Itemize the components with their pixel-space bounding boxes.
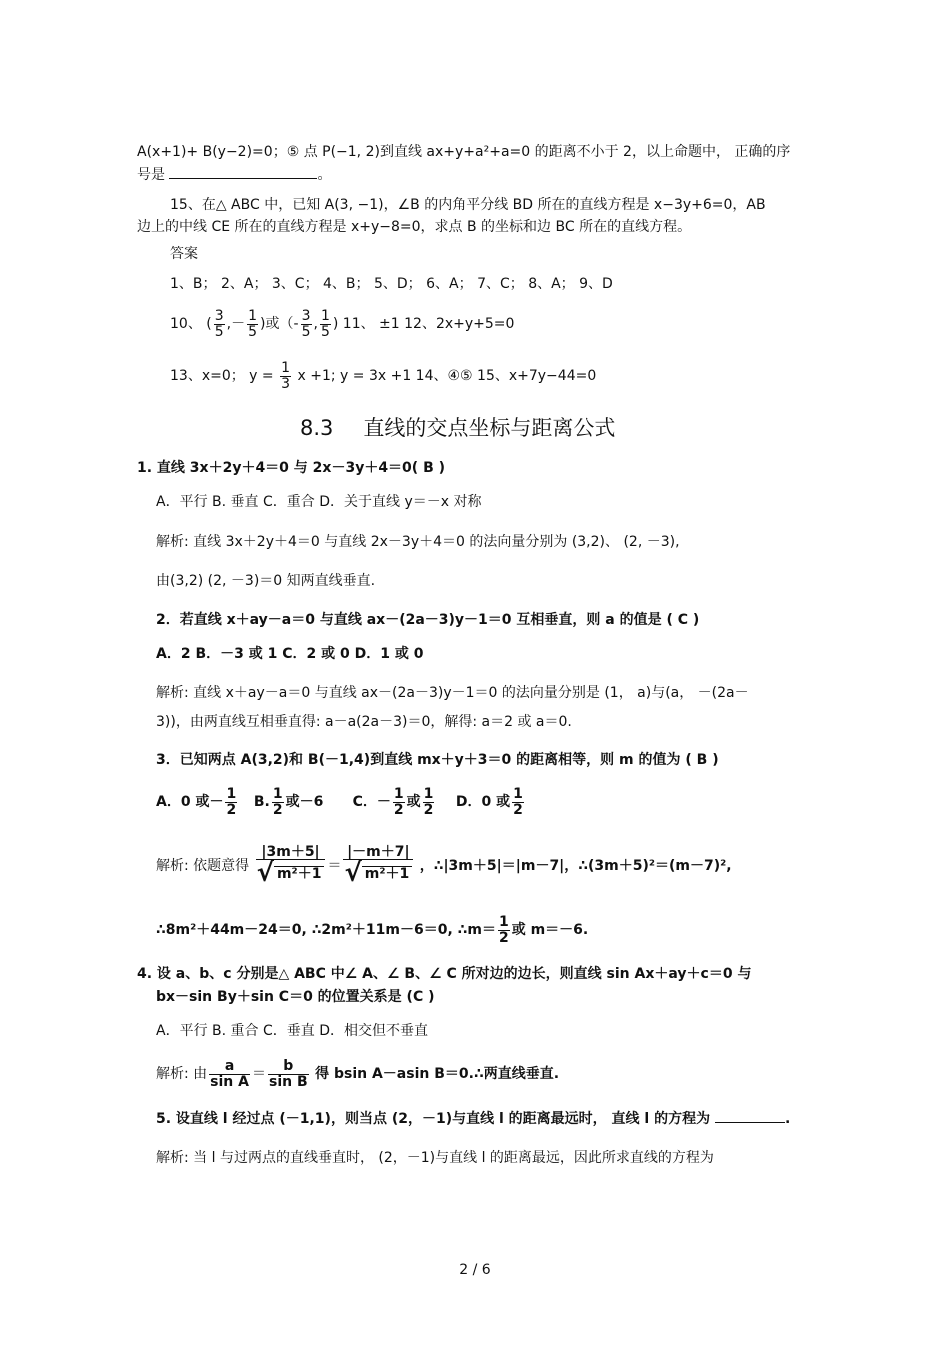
- text-fragment: 解析: 由: [156, 1066, 208, 1082]
- answer-blank: [715, 1108, 785, 1123]
- sqrt-radicand: m²＋1: [274, 866, 324, 882]
- option-b: B.: [253, 794, 270, 810]
- question-2-solution: 解析: 直线 x＋ay－a＝0 与直线 ax－(2a－3)y－1＝0 的法向量分别是 (1， a)与(a， －(2a－: [156, 685, 749, 701]
- numerator: 1: [281, 359, 291, 376]
- fraction: [225, 787, 237, 817]
- denominator: sin A: [210, 1073, 249, 1090]
- numerator: |－m＋7|: [343, 845, 413, 861]
- fraction: [301, 309, 312, 339]
- text-fragment: 或: [265, 316, 280, 332]
- fraction: [498, 915, 510, 945]
- question-4-stem: bx－sin By＋sin C＝0 的位置关系是 (C ): [156, 989, 435, 1005]
- text-fragment: ∴8m²＋44m－24＝0, ∴2m²＋11m－6＝0, ∴m＝: [156, 922, 496, 938]
- answer-blank: [169, 164, 317, 179]
- text-fragment: ，∴|3m＋5|＝|m－7|，∴(3m＋5)²＝(m－7)²,: [419, 858, 732, 874]
- question-5-stem: 5. 设直线 l 经过点 (－1,1)，则当点 (2，－1)与直线 l 的距离最远时， 直线 l 的方程为 .: [156, 1108, 790, 1129]
- question-3-solution: [156, 910, 588, 950]
- text-line: 15、在△ ABC 中，已知 A(3, −1)，∠B 的内角平分线 BD 所在的直线方程是 x−3y+6=0，AB: [170, 197, 766, 213]
- text-fragment: 5. 设直线 l 经过点 (－1,1)，则当点 (2，－1)与直线 l 的距离最远时， 直线 l 的方程为: [156, 1111, 711, 1127]
- fraction: [280, 361, 291, 391]
- fraction: [247, 309, 258, 339]
- denominator: 5: [248, 323, 258, 340]
- text-line: [137, 164, 331, 185]
- fraction: [423, 787, 435, 817]
- text-fragment: 或 m＝－6.: [511, 922, 589, 938]
- text-fragment: (: [206, 316, 212, 332]
- fraction: [272, 787, 284, 817]
- fraction: [209, 1059, 250, 1089]
- fraction: [343, 845, 413, 888]
- question-4-options: A．平行 B. 重合 C．垂直 D．相交但不垂直: [156, 1023, 428, 1039]
- answer-line-10: [170, 302, 514, 346]
- question-2-options: A．2 B．－3 或 1 C．2 或 0 D．1 或 0: [156, 646, 424, 662]
- text-line: A(x+1)+ B(y−2)=0；⑤ 点 P(−1, 2)到直线 ax+y+a²+a=0 的距离不小于 2，以上命题中， 正确的序: [137, 144, 791, 160]
- text-fragment: 。: [317, 167, 332, 183]
- text-fragment: 得 bsin A－asin B＝0.∴两直线垂直.: [315, 1066, 560, 1082]
- text-fragment: 或: [406, 794, 421, 810]
- text-fragment: 号是: [137, 167, 165, 183]
- numerator: 1: [248, 307, 258, 324]
- section-heading: 直线的交点坐标与距离公式: [363, 416, 616, 440]
- question-3-solution: 解析: 依题意得 $\frac{|3m+5|}{\text{√ m²＋1}}$ ＝ $\frac{|-m+7|}{\text{√ m²＋1}}$ ，∴|3m＋5|＝|m－7|，∴(3m＋5)²＝(m－7)²,: [156, 843, 732, 889]
- section-title: [300, 412, 645, 442]
- numerator: a: [209, 1059, 250, 1075]
- option-d: D．0 或: [455, 794, 511, 810]
- question-1-stem: 1. 直线 3x＋2y＋4＝0 与 2x－3y＋4＝0( B ): [137, 460, 446, 476]
- numerator: 1: [513, 785, 523, 802]
- denominator: 2: [226, 801, 237, 818]
- denominator: 2: [423, 801, 434, 818]
- question-2-solution: 3))，由两直线互相垂直得: a－a(2a－3)＝0，解得: a＝2 或 a＝0.: [156, 714, 572, 730]
- text-fragment: －: [231, 316, 246, 332]
- numerator: 1: [320, 307, 330, 324]
- section-number: 8.3: [300, 416, 334, 440]
- numerator: 1: [498, 913, 509, 930]
- question-3-stem: 3．已知两点 A(3,2)和 B(－1,4)到直线 mx＋y＋3＝0 的距离相等，则 m 的值为 ( B ): [156, 752, 719, 768]
- text-fragment: 13、x=0； y =: [170, 368, 274, 384]
- sqrt-radicand: m²＋1: [362, 866, 412, 882]
- question-5-solution: 解析: 当 l 与过两点的直线垂直时， (2，－1)与直线 l 的距离最远，因此所求直线的方程为: [156, 1150, 714, 1166]
- option-c: C．－: [352, 794, 391, 810]
- answer-line: 1、B； 2、A； 3、C； 4、B； 5、D； 6、A； 7、C； 8、A； 9、D: [170, 276, 613, 292]
- answer-heading: 答案: [170, 246, 198, 262]
- text-fragment: 解析: 依题意得: [156, 858, 250, 874]
- denominator: 2: [513, 801, 523, 818]
- numerator: 1: [393, 785, 404, 802]
- text-line: 边上的中线 CE 所在的直线方程是 x+y−8=0，求点 B 的坐标和边 BC 所在的直线方程。: [137, 219, 692, 235]
- text-fragment: x +1; y = 3x +1 14、④⑤ 15、x+7y−44=0: [297, 368, 597, 384]
- numerator: |3m＋5|: [256, 845, 326, 861]
- fraction: [320, 309, 331, 339]
- question-2-stem: 2．若直线 x＋ay－a＝0 与直线 ax－(2a－3)y－1＝0 互相垂直，则 a 的值是 ( C ): [156, 612, 700, 628]
- question-1-solution: 解析: 直线 3x＋2y＋4＝0 与直线 2x－3y＋4＝0 的法向量分别为 (3,2)、 (2, －3),: [156, 534, 680, 550]
- numerator: 1: [272, 785, 283, 802]
- denominator: 2: [393, 801, 404, 818]
- denominator: 3: [281, 375, 291, 392]
- numerator: 3: [214, 307, 224, 324]
- numerator: 3: [301, 307, 311, 324]
- text-fragment: 10、: [170, 316, 202, 332]
- numerator: 1: [226, 785, 237, 802]
- text-fragment: ,: [226, 316, 232, 332]
- denominator: √ m²＋1: [256, 860, 326, 887]
- page-number: 2 / 6: [459, 1262, 491, 1278]
- fraction: [393, 787, 405, 817]
- question-4-solution: 解析: 由 $\frac{a}{\text{sin A}}$ ＝ $\frac{b}{\text{sin B}}$ 得 bsin A－asin B＝0.∴两直线垂直.: [156, 1057, 560, 1090]
- question-4-stem: 4. 设 a、b、c 分别是△ ABC 中∠ A、∠ B、∠ C 所对边的边长，则直线 sin Ax＋ay＋c＝0 与: [137, 966, 752, 982]
- option-a: A．0 或－: [156, 794, 224, 810]
- denominator: √ m²＋1: [343, 860, 413, 887]
- question-1-solution: 由(3,2) (2, －3)＝0 知两直线垂直.: [156, 573, 376, 589]
- question-3-options: [156, 782, 526, 822]
- fraction: [256, 845, 326, 888]
- fraction: [512, 787, 524, 817]
- denominator: 5: [214, 323, 224, 340]
- text-fragment: （-: [279, 316, 299, 332]
- text-fragment: ,: [313, 316, 318, 332]
- numerator: b: [268, 1059, 309, 1075]
- text-fragment: 11、 ±1 12、2x+y+5=0: [342, 316, 515, 332]
- denominator: 5: [320, 323, 330, 340]
- answer-line-13: [170, 354, 596, 398]
- text-fragment: ): [332, 316, 339, 332]
- numerator: 1: [423, 785, 434, 802]
- fraction: [268, 1059, 309, 1089]
- denominator: 2: [272, 801, 283, 818]
- denominator: 5: [301, 323, 311, 340]
- denominator: sin B: [268, 1073, 308, 1090]
- question-1-options: A．平行 B. 垂直 C．重合 D．关于直线 y＝－x 对称: [156, 494, 482, 510]
- denominator: 2: [498, 929, 509, 946]
- text-fragment: 或－6: [285, 794, 324, 810]
- fraction: [214, 309, 225, 339]
- text-fragment: ): [260, 316, 266, 332]
